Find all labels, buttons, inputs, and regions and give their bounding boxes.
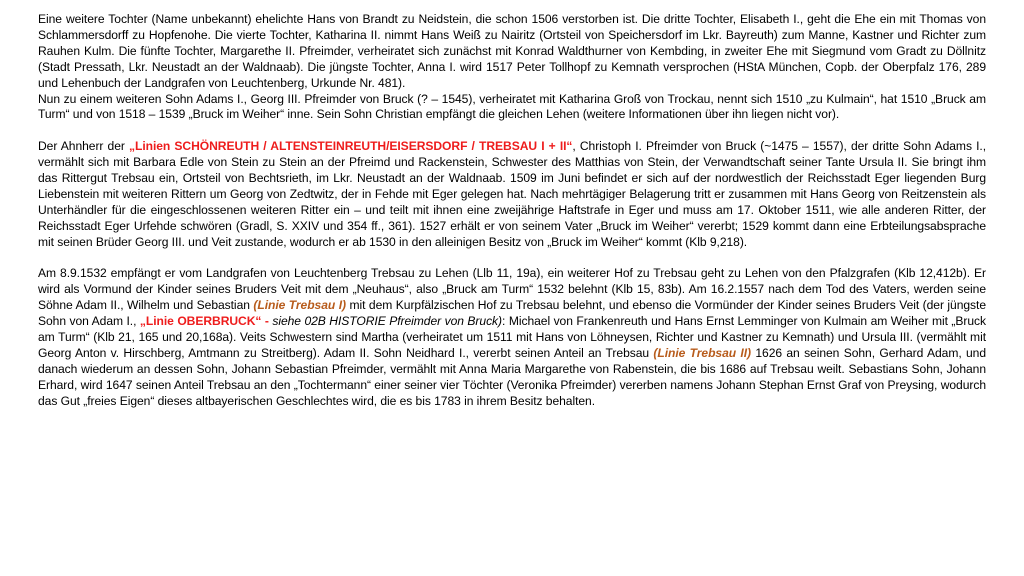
paragraph-text: 1626 an seinen Sohn, Gerhard Adam, und danach wiederum an dessen Sohn, Johann Sebastian Pfreimder, vermählt mit Anna Maria Margarethe von Rabenstein, die bis 1686 auf Trebsau weilt. Sebastians Sohn, Johann Erhard, wird 1647 seinen Anteil Trebsau an den „Tochtermann“ einer seiner vier Töchter (Veronika Pfreimder) vererben namens Johann Stephan Ernst Graf von Preysing, wodurch das Gut „freies Eigen“ dieses altbayerischen Geschlechtes wird, die es bis 1783 in ihrem Besitz behalten. — [38, 346, 987, 408]
paragraph-text: Nun zu einem weiteren Sohn Adams I., Georg III. Pfreimder von Bruck (? – 1545), verheiratet mit Katharina Groß von Trockau, nennt sich 1510 „zu Kulmain“, hat 1510 „Bruck am Turm“ und von 1518 – 1539 „Bruck im Weiher“ inne. Sein Sohn Christian empfängt die gleichen Lehen (weitere Informationen über ihn liegen nicht vor). — [38, 91, 986, 122]
lineage-highlight-trebsau-i: (Linie Trebsau I) — [253, 298, 346, 313]
paragraph-text: : Michael von Frankenreuth und Hans Ernst Lemminger von Kulmain am Weiher mit „Bruck am Turm“ (Klb 21, 165 und 20,168a). Veits Schwestern sind Martha (verheiratet um 1511 mit Hans von Löhneysen, Richter und Kastner zu Kemnath) und Ursula III. (vermählt mit Georg Anton v. Hirschberg, Amtmann zu Streitberg). Adam II. Sohn Neidhard I., vererbt seinen Anteil an Trebsau — [38, 314, 986, 360]
lineage-highlight-trebsau-ii: (Linie Trebsau II) — [653, 346, 751, 360]
paragraph-text: mit dem Kurpfälzischen Hof zu Trebsau belehnt, und ebenso die Vormünder der Kinder seines Bruders Veit (der jüngste Sohn von Adam I., — [38, 298, 987, 329]
lineage-highlight-oberbruck: „Linie OBERBRUCK“ - — [139, 314, 269, 329]
paragraph-text: Der Ahnherr der — [38, 139, 130, 154]
paragraph-trebsau — [38, 266, 986, 409]
paragraph-text: , Christoph I. Pfreimder von Bruck (~1475 – 1557), der dritte Sohn Adams I., vermählt sich mit Barbara Edle von Stein zu Stein an der Pfreimd und Rackenstein, Schwester des Matthias von Stein, der Verwandtschaft seiner Tante Ursula II. Sie bringt ihm das Rittergut Trebsau ein, Ortsteil von Bechtsrieth, im Lkr. Neustadt an der Waldnaab. 1509 im Juni befindet er sich auf der nordwestlich der Reichsstadt Eger liegenden Burg Liebenstein mit weiteren Rittern um Georg von Zedtwitz, der in Fehde mit Eger gelegen hat. Nach mehrtägiger Belagerung tritt er zusammen mit Hans Georg von Reitzenstein als Unterhändler für die eingeschlossenen weiteren Ritter ein – und teilt mit ihnen eine zweijährige Haftstrafe in Eger und muss am 17. Oktober 1511, wie alle anderen Ritter, der Reichsstadt Eger Urfehde schwören (Gradl, S. XXIV und 354 ff., 361). 1527 erhält er von seinem Vater „Bruck im Weiher“ vererbt; 1529 kommt dann eine Erbteilungsabsprache mit seinen Brüder Georg III. und Veit zustande, wodurch er ab 1530 in den alleinigen Besitz von „Bruck im Weiher“ kommt (Klb 9,218). — [38, 139, 986, 249]
lineage-highlight-schoenreuth: „Linien SCHÖNREUTH / ALTENSTEINREUTH/EISERSDORF / TREBSAU I + II“ — [129, 139, 573, 154]
paragraph-georg-iii — [38, 92, 986, 124]
paragraph-text: Am 8.9.1532 empfängt er vom Landgrafen von Leuchtenberg Trebsau zu Lehen (Llb 11, 19a), ein weiterer Hof zu Trebsau geht zu Lehen von den Pfalzgrafen (Klb 12,412b). Er wird als Vormund der Kinder seines Bruders Veit mit dem „Neuhaus“, also „Bruck am Turm“ 1532 belehnt (Klb 15, 83b). Am 16.2.1557 nach dem Tod des Vaters, werden seine Söhne Adam II., Wilhelm und Sebastian — [38, 266, 986, 313]
paragraph-text: Eine weitere Tochter (Name unbekannt) ehelichte Hans von Brandt zu Neidstein, die schon 1506 verstorben ist. Die dritte Tochter, Elisabeth I., geht die Ehe ein mit Thomas von Schlammersdorff zu Hopfenohe. Die vierte Tochter, Katharina II. nimmt Hans Weiß zu Nairitz (Ortsteil von Speichersdorf im Lkr. Bayreuth) zum Manne, Kastner und Richter zum Rauhen Kulm. Die fünfte Tochter, Margarethe II. Pfreimder, verheiratet sich zunächst mit Konrad Waldthurner von Kembding, in zweiter Ehe mit Siegmund vom Gradt zu Döllnitz (Stadt Pressath, Lkr. Neustadt an der Waldnaab). Die jüngste Tochter, Anna I. wird 1517 Peter Tollhopf zu Kemnath versprochen (HStA München, Copb. der Oberpfalz 176, 289 und Lehenbuch der Landgrafen von Leuchtenberg, Urkunde Nr. 481). — [38, 12, 986, 90]
cross-reference-note: siehe 02B HISTORIE Pfreimder von Bruck) — [268, 314, 503, 329]
paragraph-christoph-i — [38, 139, 986, 250]
paragraph-daughters — [38, 12, 986, 92]
